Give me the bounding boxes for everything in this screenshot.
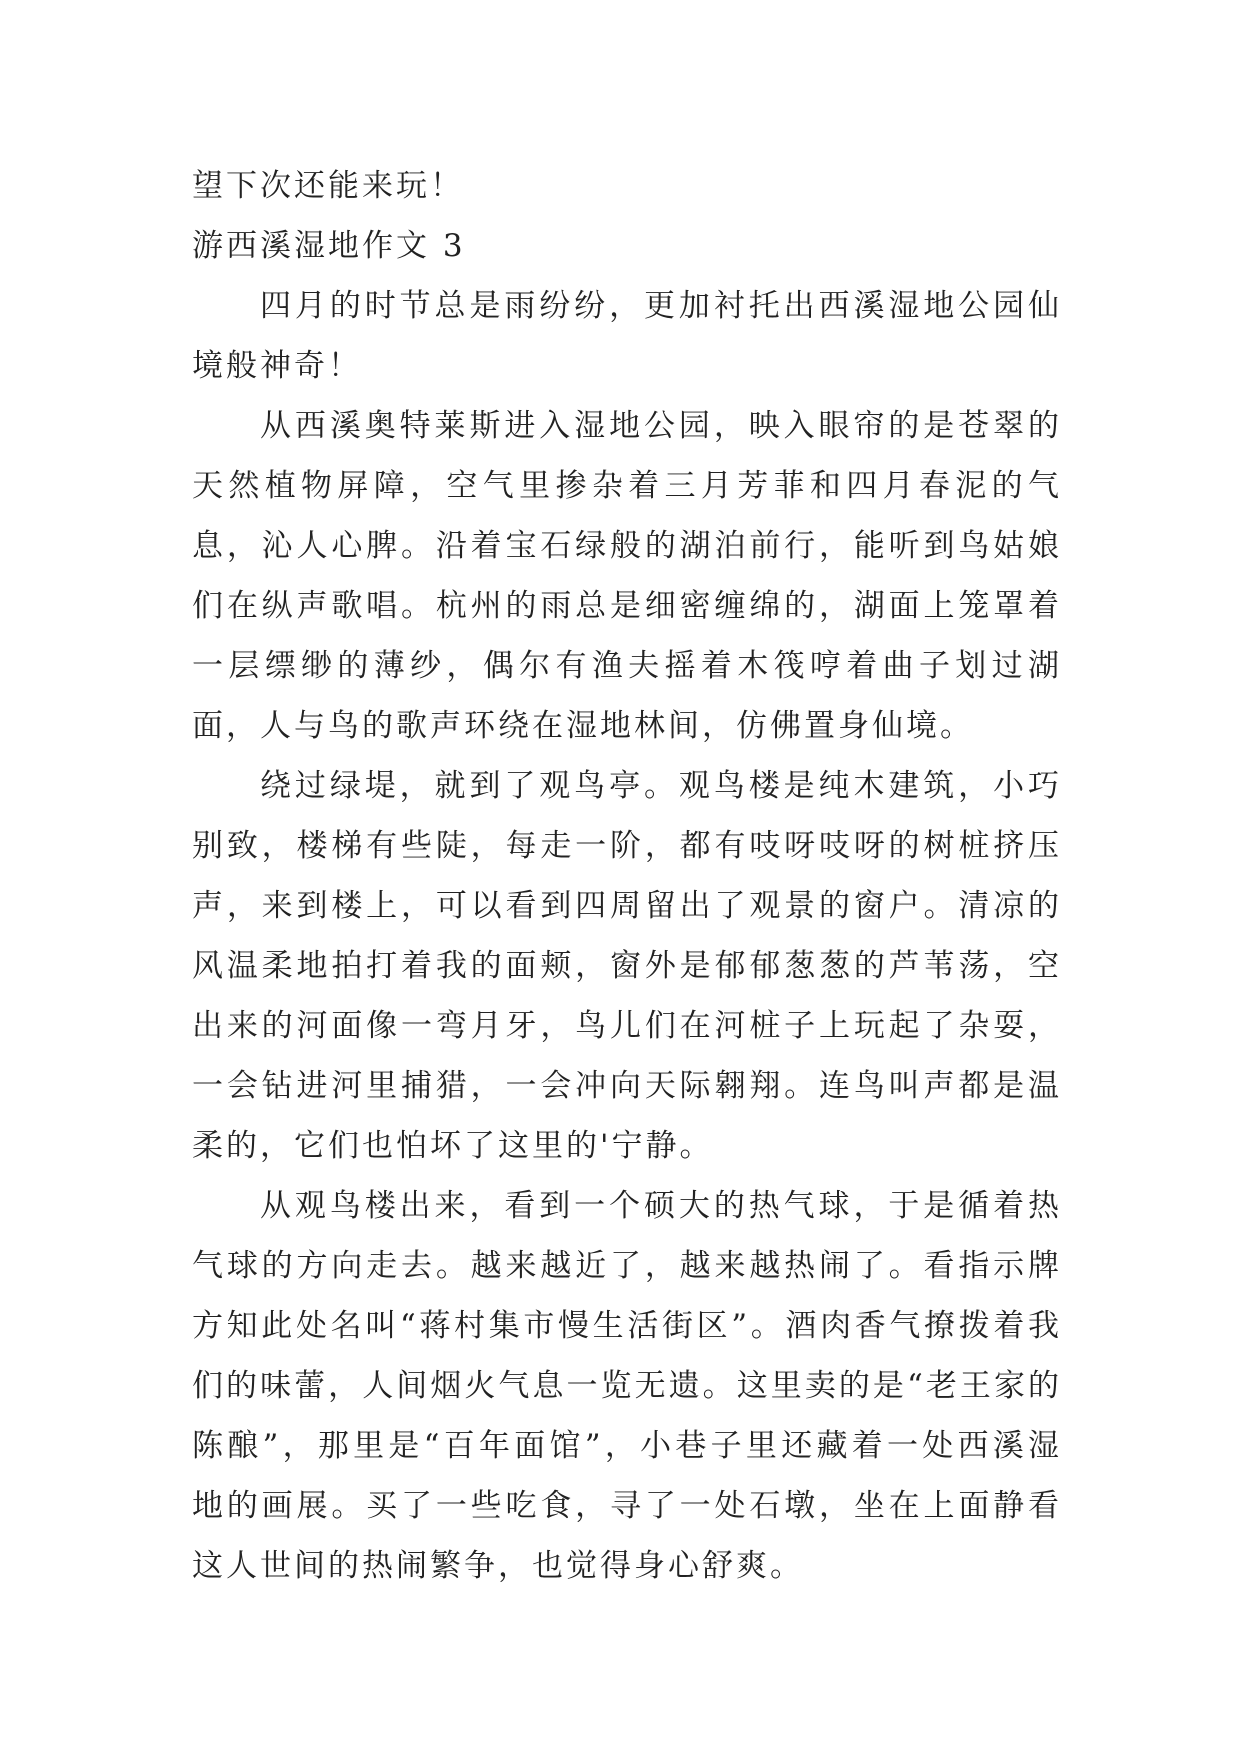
- essay-title: 游西溪湿地作文 3: [192, 228, 466, 264]
- paragraph-1: 四月的时节总是雨纷纷，更加衬托出西溪湿地公园仙境般神奇！: [192, 288, 1062, 384]
- continuation-line: 望下次还能来玩！: [192, 168, 464, 204]
- paragraph-2: 从西溪奥特莱斯进入湿地公园，映入眼帘的是苍翠的天然植物屏障，空气里掺杂着三月芳菲和四月春泥的气息，沁人心脾。沿着宝石绿般的湖泊前行，能听到鸟姑娘们在纵声歌唱。杭州的雨总是细密缠绵的，湖面上笼罩着一层缥缈的薄纱，偶尔有渔夫摇着木筏哼着曲子划过湖面，人与鸟的歌声环绕在湿地林间，仿佛置身仙境。: [192, 408, 1062, 744]
- paragraph-4: 从观鸟楼出来，看到一个硕大的热气球，于是循着热气球的方向走去。越来越近了，越来越热闹了。看指示牌方知此处名叫“蒋村集市慢生活街区”。酒肉香气撩拨着我们的味蕾，人间烟火气息一览无遗。这里卖的是“老王家的陈酿”，那里是“百年面馆”，小巷子里还藏着一处西溪湿地的画展。买了一些吃食，寻了一处石墩，坐在上面静看这人世间的热闹繁争，也觉得身心舒爽。: [192, 1188, 1062, 1584]
- paragraph-3: 绕过绿堤，就到了观鸟亭。观鸟楼是纯木建筑，小巧别致，楼梯有些陡，每走一阶，都有吱呀吱呀的树桩挤压声，来到楼上，可以看到四周留出了观景的窗户。清凉的风温柔地拍打着我的面颊，窗外是郁郁葱葱的芦苇荡，空出来的河面像一弯月牙，鸟儿们在河桩子上玩起了杂耍，一会钻进河里捕猎，一会冲向天际翱翔。连鸟叫声都是温柔的，它们也怕坏了这里的'宁静。: [192, 768, 1062, 1164]
- document-body: [192, 156, 1062, 1596]
